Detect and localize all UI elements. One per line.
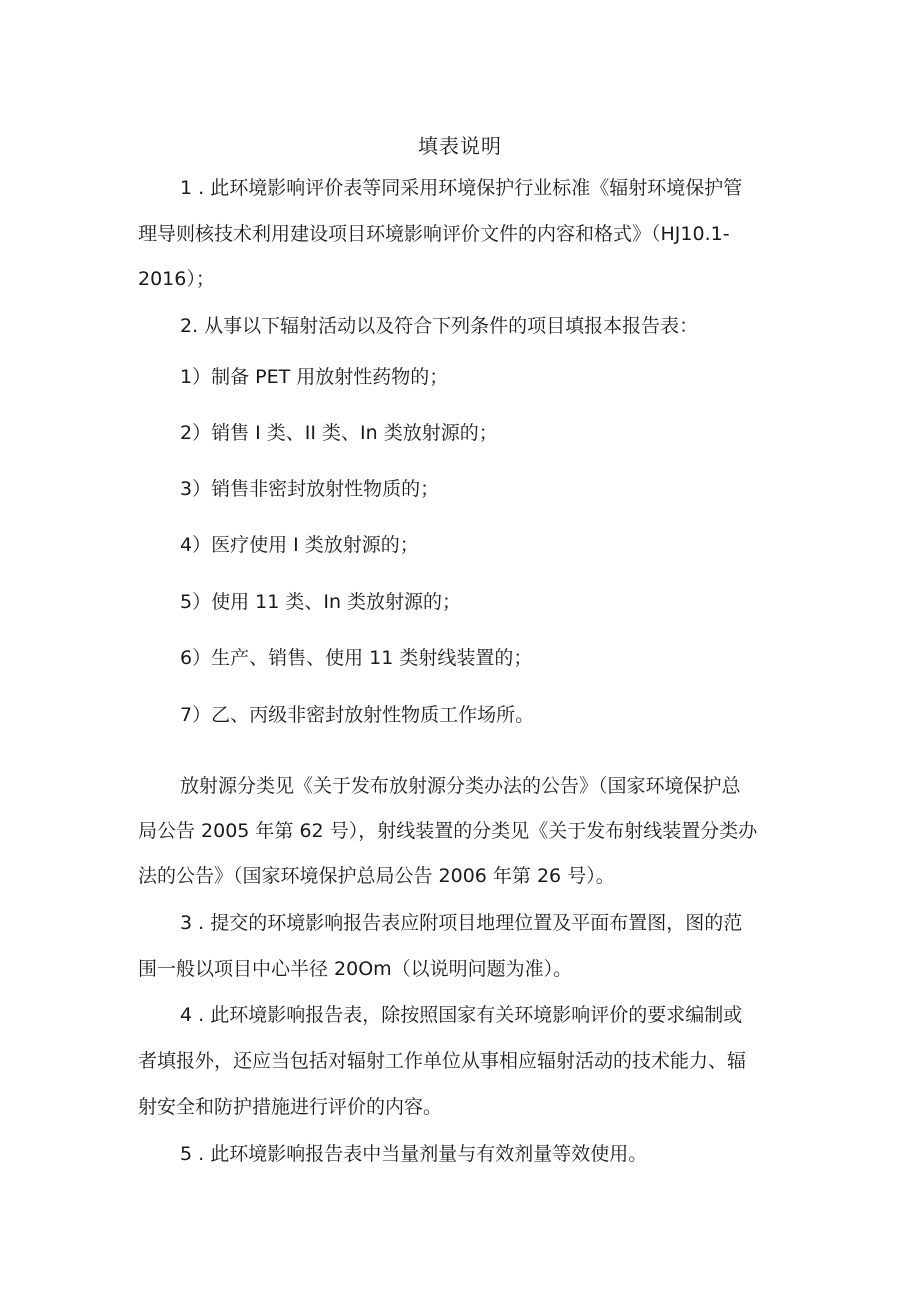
item2-sub-5: 5）使用 11 类、In 类放射源的； <box>180 591 462 613</box>
item4-line3: 射安全和防护措施进行评价的内容。 <box>138 1096 443 1118</box>
item3-line1: 3 . 提交的环境影响报告表应附项目地理位置及平面布置图，图的范 <box>180 912 743 934</box>
classification-line2: 局公告 2005 年第 62 号），射线装置的分类见《关于发布射线装置分类办 <box>138 820 758 842</box>
page-title: 填表说明 <box>418 134 502 158</box>
item1-line1: 1 . 此环境影响评价表等同采用环境保护行业标准《辐射环境保护管 <box>180 177 743 199</box>
item1-line2: 理导则核技术利用建设项目环境影响评价文件的内容和格式》（HJ10.1- <box>138 223 730 245</box>
item4-line2: 者填报外，还应当包括对辐射工作单位从事相应辐射活动的技术能力、辐 <box>138 1050 747 1072</box>
item2-sub-7: 7）乙、丙级非密封放射性物质工作场所。 <box>180 704 535 726</box>
item2-sub-4: 4）医疗使用 I 类放射源的； <box>180 534 419 556</box>
item5-line1: 5 . 此环境影响报告表中当量剂量与有效剂量等效使用。 <box>180 1143 648 1165</box>
item2-sub-6: 6）生产、销售、使用 11 类射线装置的； <box>180 647 533 669</box>
item2-intro: 2. 从事以下辐射活动以及符合下列条件的项目填报本报告表： <box>180 315 699 337</box>
item3-line2: 围一般以项目中心半径 20Om（以说明问题为准）。 <box>138 958 573 980</box>
item2-sub-1: 1）制备 PET 用放射性药物的； <box>180 366 449 388</box>
item2-sub-2: 2）销售 I 类、II 类、In 类放射源的； <box>180 422 498 444</box>
item2-sub-3: 3）销售非密封放射性物质的； <box>180 478 440 500</box>
item4-line1: 4 . 此环境影响报告表，除按照国家有关环境影响评价的要求编制或 <box>180 1004 743 1026</box>
classification-line3: 法的公告》（国家环境保护总局公告 2006 年第 26 号）。 <box>138 865 615 887</box>
classification-line1: 放射源分类见《关于发布放射源分类办法的公告》（国家环境保护总 <box>180 775 741 797</box>
item1-line3: 2016）； <box>138 268 215 290</box>
